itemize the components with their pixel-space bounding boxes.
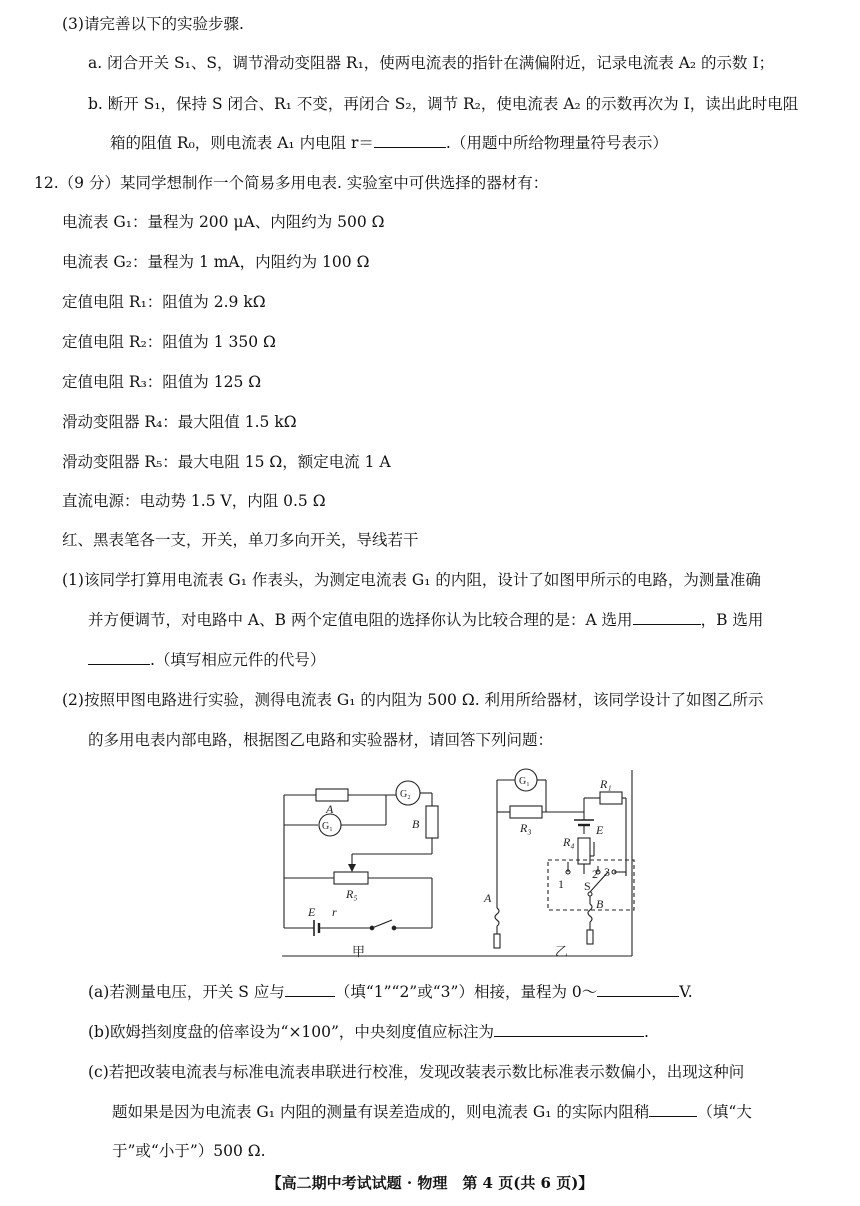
rheostat-R5 (334, 872, 368, 884)
label-E: E (308, 905, 316, 919)
q12-sub-a (88, 982, 693, 1002)
label-R5: R₅ (346, 887, 358, 901)
resistor-A (316, 789, 348, 801)
label-switch-S: S (584, 879, 591, 893)
probe-B (587, 930, 593, 944)
answer-blank-A[interactable] (633, 610, 701, 625)
q12-part1-note: .（填写相应元件的代号） (150, 651, 326, 669)
q12-sub-c-line1: (c)若把改装电流表与标准电流表串联进行校准，发现改装表示数比标准表示数偏小，出现这种问 (88, 1063, 745, 1081)
page-footer: 【高二期中考试试题 · 物理 第 4 页(共 6 页)】 (266, 1174, 594, 1192)
label-G1: G₁ (322, 821, 333, 832)
equipment-item: 滑动变阻器 R₄：最大阻值 1.5 kΩ (62, 413, 297, 431)
probe-B-lead (588, 904, 592, 922)
circuit-figure (278, 768, 636, 960)
circuit-yi (494, 769, 634, 948)
resistor-R3 (510, 806, 542, 818)
switch-jia (372, 920, 392, 928)
resistor-B (426, 806, 438, 838)
label-yi-R1: R₁ (600, 777, 612, 791)
answer-blank-range[interactable] (597, 982, 679, 997)
caption-jia: 甲 (352, 944, 366, 959)
label-yi-G1: G₁ (519, 776, 530, 787)
label-node-3: 3 (604, 865, 610, 879)
q12-head: 12.（9 分）某同学想制作一个简易多用电表. 实验室中可供选择的器材有： (34, 174, 549, 192)
answer-blank-resistance[interactable] (649, 1102, 697, 1117)
q12-sub-b-post: . (643, 1023, 649, 1041)
equipment-item: 滑动变阻器 R₅：最大电阻 15 Ω，额定电流 1 A (62, 453, 391, 471)
equipment-item: 直流电源：电动势 1.5 V，内阻 0.5 Ω (62, 492, 326, 510)
label-A: A (326, 802, 334, 816)
equipment-item: 定值电阻 R₁：阻值为 2.9 kΩ (62, 293, 266, 311)
q12-sub-b-text: (b)欧姆挡刻度盘的倍率设为“×100”，中央刻度值应标注为 (88, 1023, 494, 1041)
label-yi-E: E (596, 823, 604, 837)
q12-sub-c-line2 (112, 1102, 752, 1122)
answer-blank-B[interactable] (88, 650, 150, 665)
probe-A (494, 934, 500, 948)
q12-sub-b (88, 1022, 649, 1042)
q12-part2-line2: 的多用电表内部电路，根据图乙电路和实验器材，请回答下列问题： (88, 731, 554, 749)
answer-blank-r[interactable] (374, 133, 446, 148)
probe-A-lead (495, 908, 499, 926)
q12-part1-line2 (88, 610, 763, 630)
q12-part1-line3 (88, 650, 325, 670)
q3-intro: (3)请完善以下的实验步骤. (62, 15, 244, 33)
label-yi-R4: R₄ (563, 835, 575, 849)
q12-sub-c-line3: 于”或“小于”）500 Ω. (112, 1142, 266, 1160)
q12-sub-c-post: （填“大 (697, 1103, 752, 1121)
label-probe-A: A (484, 891, 492, 905)
q3-step-b-line2 (110, 133, 668, 153)
equipment-item: 定值电阻 R₃：阻值为 125 Ω (62, 373, 262, 391)
label-yi-R3: R₃ (520, 821, 532, 835)
q12-part1-text: 并方便调节，对电路中 A、B 两个定值电阻的选择你认为比较合理的是：A 选用 (88, 611, 633, 629)
equipment-item: 红、黑表笔各一支，开关，单刀多向开关，导线若干 (62, 531, 419, 549)
answer-blank-switch[interactable] (285, 982, 335, 997)
label-G2: G₂ (400, 789, 411, 800)
q3-step-b-text: 箱的阻值 R₀，则电流表 A₁ 内电阻 r＝ (110, 134, 374, 152)
q12-sub-a-mid: （填“1”“2”或“3”）相接，量程为 0～ (334, 983, 598, 1001)
q12-part1-line1: (1)该同学打算用电流表 G₁ 作表头，为测定电流表 G₁ 的内阻，设计了如图甲所示的电路，为测量准确 (62, 571, 761, 589)
label-node-2: 2 (592, 867, 598, 881)
answer-blank-center[interactable] (494, 1022, 644, 1037)
q12-part1-text-mid: ，B 选用 (700, 611, 764, 629)
q12-sub-c-text: 题如果是因为电流表 G₁ 内阻的测量有误差造成的，则电流表 G₁ 的实际内阻稍 (112, 1103, 650, 1121)
label-probe-B: B (596, 897, 604, 911)
label-r: r (332, 905, 337, 919)
q3-step-b-line1: b. 断开 S₁，保持 S 闭合、R₁ 不变，再闭合 S₂，调节 R₂，使电流表 A₂ 的示数再次为 I，读出此时电阻 (88, 95, 799, 113)
equipment-item: 电流表 G₂：量程为 1 mA，内阻约为 100 Ω (62, 253, 370, 271)
label-node-1: 1 (558, 877, 564, 891)
equipment-item: 电流表 G₁：量程为 200 μA、内阻约为 500 Ω (62, 213, 385, 231)
q12-part2-line1: (2)按照甲图电路进行实验，测得电流表 G₁ 的内阻为 500 Ω. 利用所给器材，该同学设计了如图乙所示 (62, 691, 764, 709)
equipment-item: 定值电阻 R₂：阻值为 1 350 Ω (62, 333, 276, 351)
q12-sub-a-post: V. (679, 983, 693, 1001)
resistor-R1 (600, 792, 622, 804)
q3-step-b-note: .（用题中所给物理量符号表示） (445, 134, 668, 152)
caption-yi: 乙 (555, 944, 569, 959)
label-B: B (412, 817, 420, 831)
q12-sub-a-text: (a)若测量电压，开关 S 应与 (88, 983, 285, 1001)
q3-step-a: a. 闭合开关 S₁、S，调节滑动变阻器 R₁，使两电流表的指针在满偏附近，记录电流表 A₂ 的示数 I； (88, 54, 775, 72)
